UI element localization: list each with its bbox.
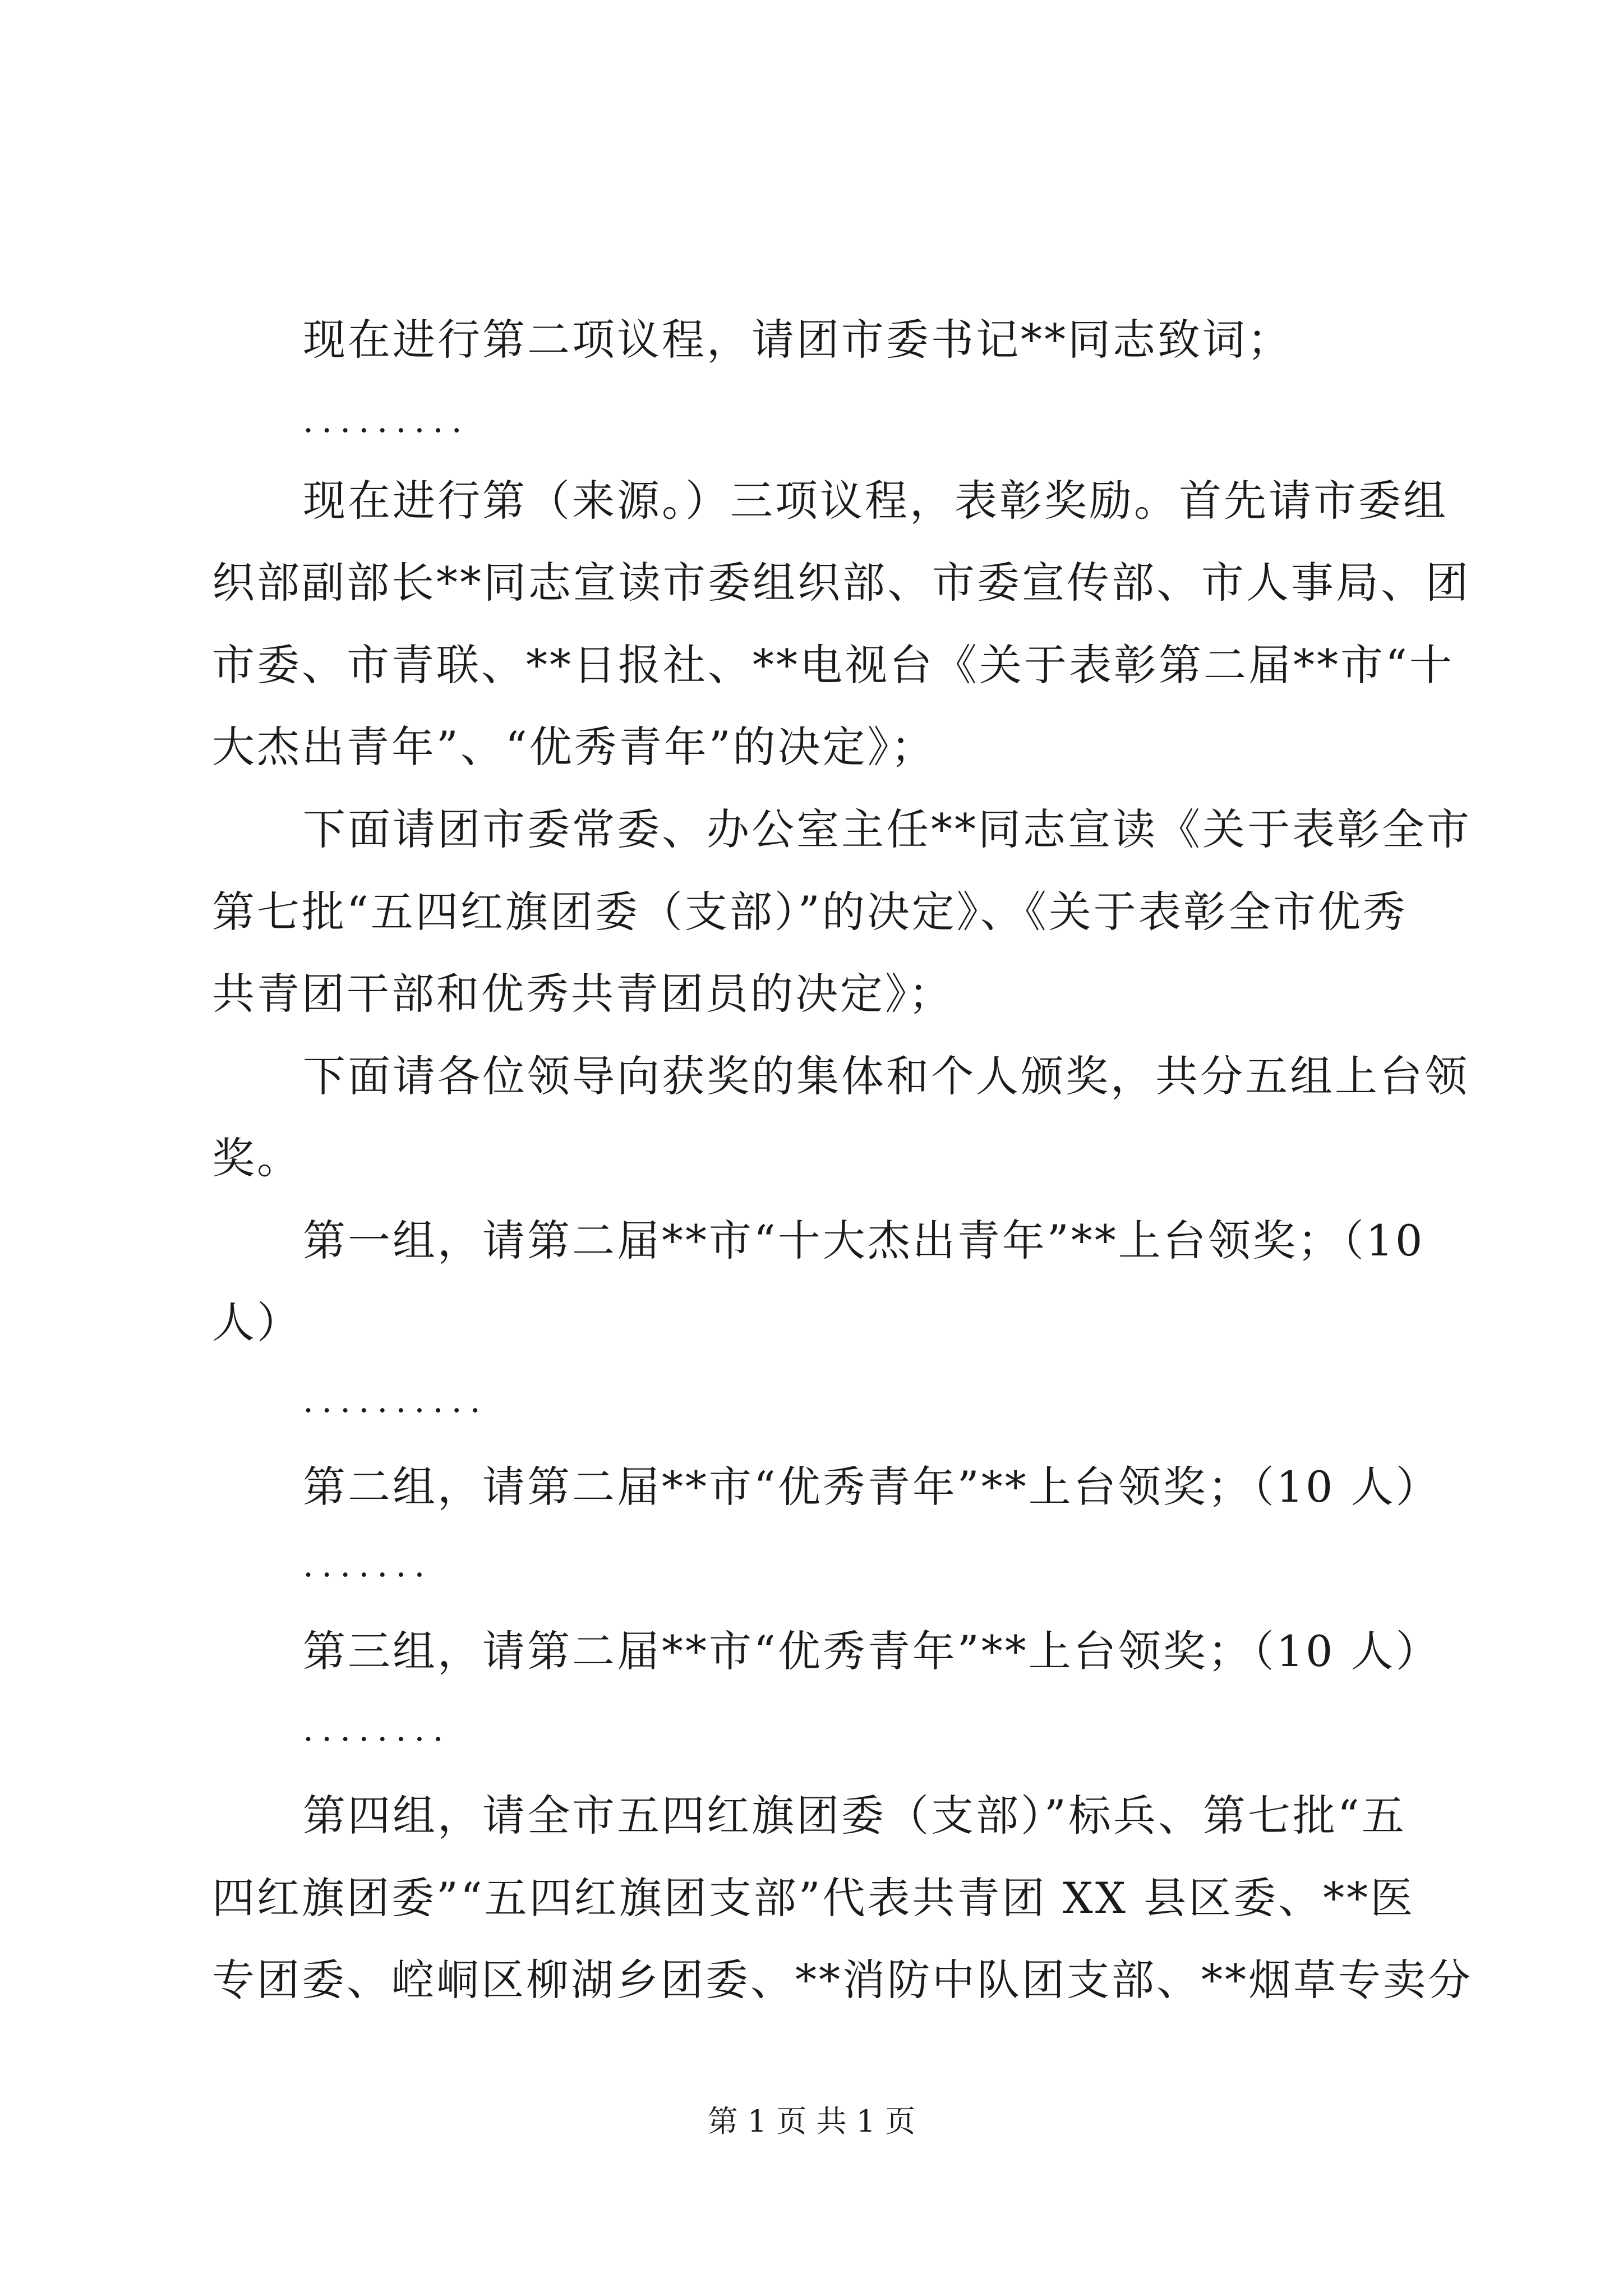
- ellipsis-line: .......: [303, 1545, 433, 1585]
- paragraph-line: 第三组，请第二届**市“优秀青年”**上台领奖；（10 人）: [303, 1626, 1441, 1676]
- paragraph-line: 人）: [212, 1297, 302, 1347]
- paragraph-line: 现在进行第（来源。）三项议程，表彰奖励。首先请市委组: [303, 476, 1448, 526]
- paragraph-line: 现在进行第二项议程，请团市委书记**同志致词；: [303, 315, 1292, 365]
- paragraph-line: 共青团干部和优秀共青团员的决定》；: [212, 969, 953, 1019]
- paragraph-line: 织部副部长**同志宣读市委组织部、市委宣传部、市人事局、团: [212, 558, 1470, 608]
- ellipsis-line: ..........: [303, 1381, 488, 1420]
- paragraph-line: 下面请团市委常委、办公室主任**同志宣读《关于表彰全市: [303, 804, 1472, 854]
- paragraph-line: 市委、市青联、**日报社、**电视台《关于表彰第二届**市“十: [212, 640, 1454, 690]
- ellipsis-line: ........: [303, 1710, 451, 1749]
- paragraph-line: 奖。: [212, 1133, 302, 1183]
- paragraph-line: 第一组，请第二届**市“十大杰出青年”**上台领奖；（10: [303, 1216, 1425, 1266]
- paragraph-line: 四红旗团委”“五四红旗团支部”代表共青团 XX 县区委、**医: [212, 1873, 1415, 1923]
- paragraph-line: 第四组，请全市五四红旗团委（支部）”标兵、第七批“五: [303, 1791, 1407, 1841]
- ellipsis-line: .........: [303, 401, 470, 440]
- paragraph-line: 专团委、崆峒区柳湖乡团委、**消防中队团支部、**烟草专卖分: [212, 1955, 1473, 2005]
- paragraph-line: 第二组，请第二届**市“优秀青年”**上台领奖；（10 人）: [303, 1462, 1441, 1512]
- paragraph-line: 大杰出青年”、“优秀青年”的决定》；: [212, 722, 936, 772]
- paragraph-line: 第七批“五四红旗团委（支部）”的决定》、《关于表彰全市优秀: [212, 887, 1408, 937]
- page-footer: 第 1 页 共 1 页: [707, 2104, 916, 2139]
- paragraph-line: 下面请各位领导向获奖的集体和个人颁奖，共分五组上台领: [303, 1051, 1469, 1101]
